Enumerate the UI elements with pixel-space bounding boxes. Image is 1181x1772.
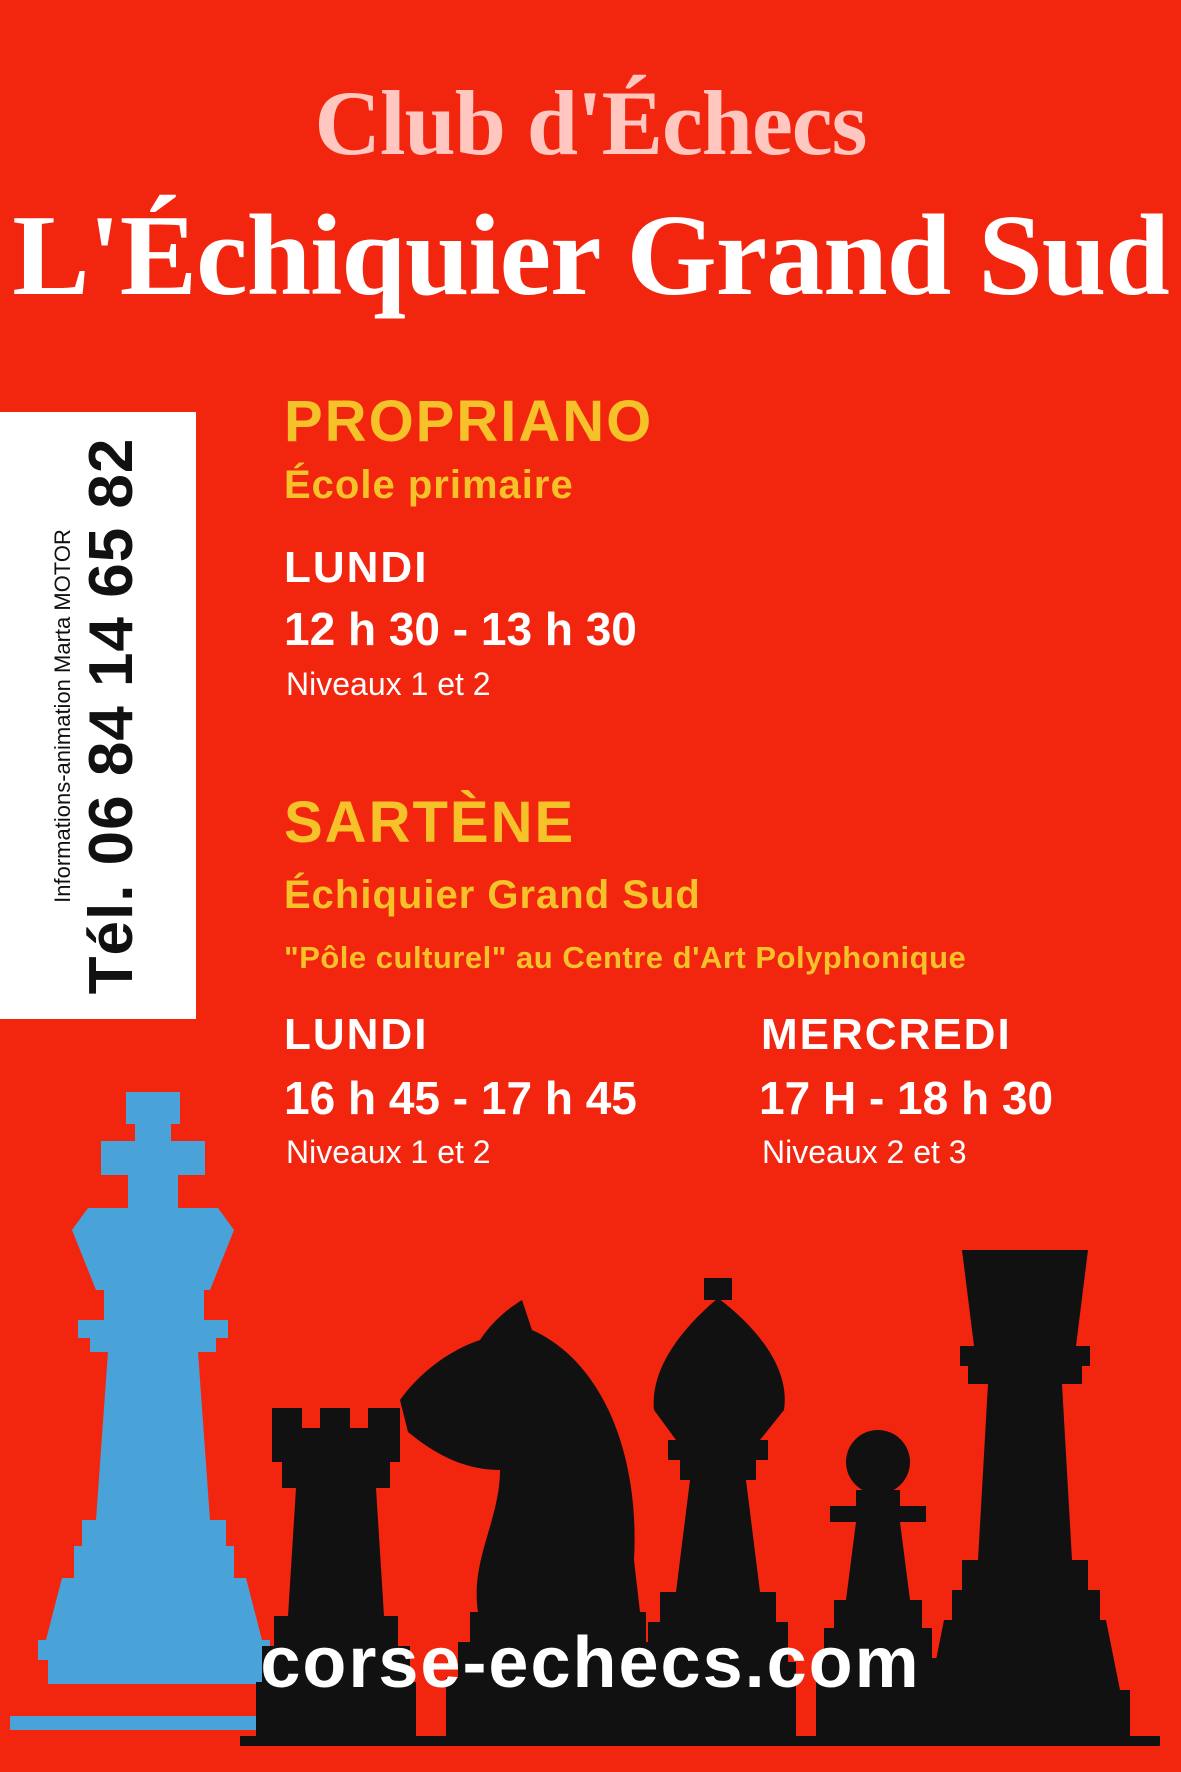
propriano-venue: École primaire: [284, 463, 574, 507]
propriano-city: PROPRIANO: [284, 389, 654, 454]
sartene-time-2: 17 H - 18 h 30: [759, 1072, 1054, 1124]
sartene-venue-detail: "Pôle culturel" au Centre d'Art Polyphonique: [284, 940, 967, 975]
sartene-levels-1: Niveaux 1 et 2: [286, 1134, 491, 1170]
contact-info-label: Informations-animation Marta MOTOR: [50, 529, 75, 903]
sartene-venue: Échiquier Grand Sud: [284, 873, 701, 917]
sartene-city: SARTÈNE: [284, 790, 576, 855]
sartene-day-1: LUNDI: [284, 1010, 429, 1059]
club-name: L'Échiquier Grand Sud: [12, 192, 1169, 320]
sartene-time-1: 16 h 45 - 17 h 45: [284, 1072, 637, 1124]
sartene-levels-2: Niveaux 2 et 3: [762, 1134, 967, 1170]
club-title: Club d'Échecs: [314, 72, 867, 174]
contact-vertical: [49, 416, 147, 1016]
contact-phone[interactable]: Tél. 06 84 14 65 82: [77, 437, 146, 995]
website-url[interactable]: corse-echecs.com: [260, 1623, 921, 1703]
propriano-levels: Niveaux 1 et 2: [286, 666, 491, 702]
propriano-time: 12 h 30 - 13 h 30: [284, 603, 637, 655]
sartene-day-2: MERCREDI: [761, 1010, 1012, 1059]
propriano-day: LUNDI: [284, 543, 429, 592]
